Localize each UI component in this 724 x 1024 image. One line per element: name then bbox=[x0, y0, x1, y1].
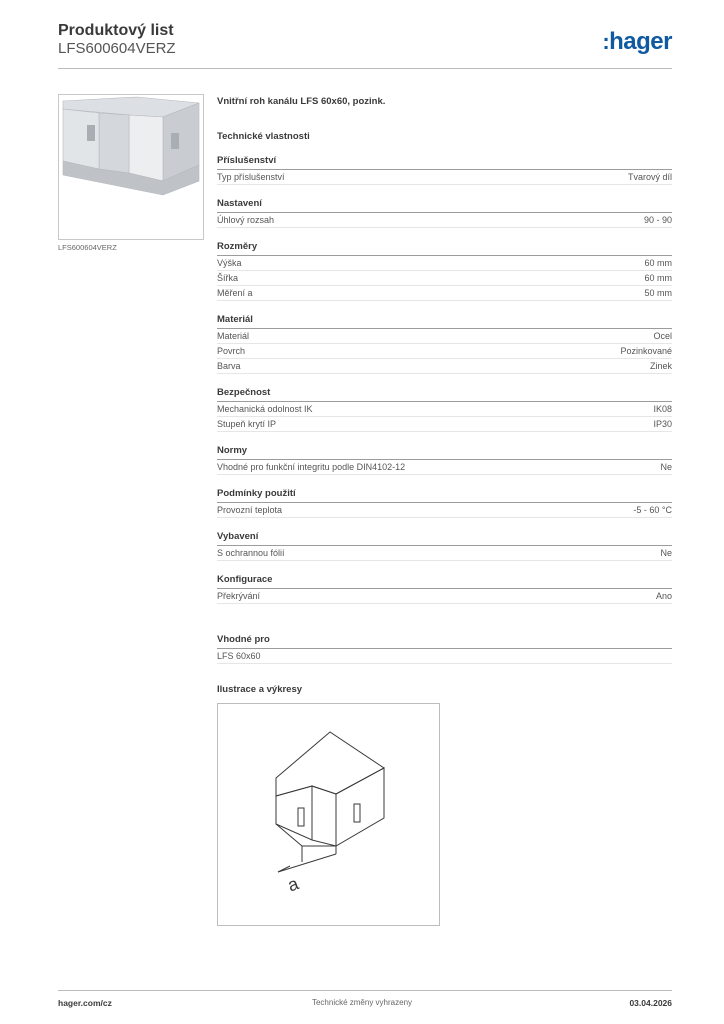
property-row bbox=[217, 271, 672, 286]
property-row bbox=[217, 344, 672, 359]
dimension-label-a: a bbox=[284, 873, 302, 896]
group-title: Materiál bbox=[217, 314, 672, 329]
product-details bbox=[217, 96, 672, 926]
property-group bbox=[217, 531, 672, 561]
property-label: Výška bbox=[217, 258, 242, 268]
footer-divider bbox=[58, 990, 672, 991]
group-title: Normy bbox=[217, 445, 672, 460]
suitable-row bbox=[217, 649, 672, 664]
property-group bbox=[217, 488, 672, 518]
suitable-value: LFS 60x60 bbox=[217, 651, 261, 661]
property-row bbox=[217, 503, 672, 518]
property-label: S ochrannou fólií bbox=[217, 548, 285, 558]
property-row bbox=[217, 213, 672, 228]
group-title: Vybavení bbox=[217, 531, 672, 546]
technical-drawing bbox=[217, 703, 440, 926]
property-value: Ocel bbox=[653, 331, 672, 341]
property-group bbox=[217, 574, 672, 604]
property-value: IP30 bbox=[653, 419, 672, 429]
group-title: Rozměry bbox=[217, 241, 672, 256]
property-label: Typ příslušenství bbox=[217, 172, 285, 182]
property-label: Provozní teplota bbox=[217, 505, 283, 515]
property-value: Zinek bbox=[649, 361, 672, 371]
property-value: IK08 bbox=[653, 404, 672, 414]
property-label: Materiál bbox=[217, 331, 250, 341]
property-value: 60 mm bbox=[644, 273, 672, 283]
property-value: Ne bbox=[660, 548, 672, 558]
logo-text: hager bbox=[609, 28, 672, 55]
group-title: Nastavení bbox=[217, 198, 672, 213]
property-row bbox=[217, 402, 672, 417]
property-row bbox=[217, 256, 672, 271]
property-value: -5 - 60 °C bbox=[633, 505, 672, 515]
property-value: 60 mm bbox=[644, 258, 672, 268]
property-groups bbox=[217, 155, 672, 604]
property-group bbox=[217, 241, 672, 301]
property-label: Překrývání bbox=[217, 591, 261, 601]
property-label: Šířka bbox=[217, 273, 239, 283]
tech-heading: Technické vlastnosti bbox=[217, 131, 310, 142]
property-group bbox=[217, 155, 672, 185]
property-group bbox=[217, 445, 672, 475]
product-code: LFS600604VERZ bbox=[58, 40, 176, 57]
group-title: Konfigurace bbox=[217, 574, 672, 589]
hager-logo[interactable] bbox=[602, 28, 672, 56]
suitable-title: Vhodné pro bbox=[217, 634, 672, 649]
property-value: 90 - 90 bbox=[643, 215, 672, 225]
property-row bbox=[217, 286, 672, 301]
property-label: Úhlový rozsah bbox=[217, 215, 275, 225]
corner-drawing-icon bbox=[218, 704, 439, 925]
group-title: Příslušenství bbox=[217, 155, 672, 170]
property-label: Povrch bbox=[217, 346, 246, 356]
property-label: Mechanická odolnost IK bbox=[217, 404, 313, 414]
property-row bbox=[217, 170, 672, 185]
property-label: Barva bbox=[217, 361, 241, 371]
property-row bbox=[217, 329, 672, 344]
logo-colon: : bbox=[602, 29, 610, 54]
property-value: Pozinkované bbox=[620, 346, 672, 356]
footer-website-link[interactable]: hager.com/cz bbox=[58, 998, 112, 1008]
property-group bbox=[217, 314, 672, 374]
property-group bbox=[217, 198, 672, 228]
property-value: Ano bbox=[655, 591, 672, 601]
property-label: Měření a bbox=[217, 288, 253, 298]
group-title: Bezpečnost bbox=[217, 387, 672, 402]
group-title: Podmínky použití bbox=[217, 488, 672, 503]
thumbnail-caption: LFS600604VERZ bbox=[58, 243, 117, 252]
illustrations-heading: Ilustrace a výkresy bbox=[217, 684, 303, 695]
property-group bbox=[217, 387, 672, 432]
property-row bbox=[217, 460, 672, 475]
property-label: Stupeň krytí IP bbox=[217, 419, 277, 429]
property-row bbox=[217, 589, 672, 604]
property-row bbox=[217, 359, 672, 374]
footer-disclaimer: Technické změny vyhrazeny bbox=[311, 998, 413, 1007]
property-value: 50 mm bbox=[644, 288, 672, 298]
product-description: Vnitřní roh kanálu LFS 60x60, pozink. bbox=[217, 96, 386, 107]
property-value: Ne bbox=[660, 462, 672, 472]
page-title: Produktový list bbox=[58, 22, 174, 39]
property-row bbox=[217, 417, 672, 432]
footer-date: 03.04.2026 bbox=[629, 998, 672, 1008]
property-row bbox=[217, 546, 672, 561]
property-label: Vhodné pro funkční integritu podle DIN4102-12 bbox=[217, 462, 406, 472]
product-thumbnail bbox=[58, 94, 204, 240]
property-value: Tvarový díl bbox=[627, 172, 672, 182]
header-divider bbox=[58, 68, 672, 69]
suitable-for-section bbox=[217, 634, 672, 664]
product-photo-icon bbox=[59, 95, 203, 239]
